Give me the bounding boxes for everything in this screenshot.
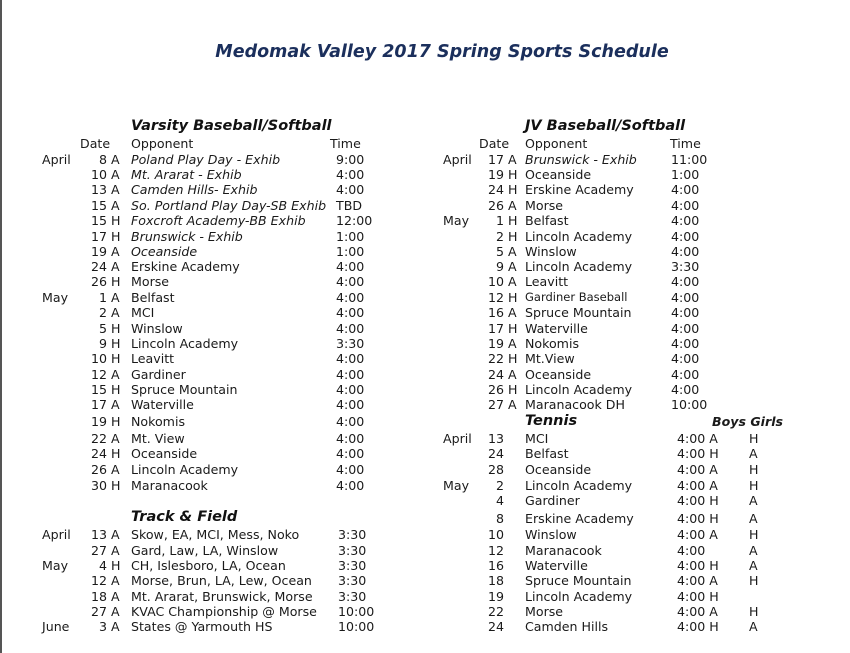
month: May	[42, 558, 69, 573]
home-away: A	[111, 259, 120, 274]
home-away: A	[508, 397, 517, 412]
time: 12:00	[336, 213, 373, 228]
jv-row	[0, 290, 850, 305]
day: 10	[90, 351, 107, 366]
home-away: A	[111, 167, 120, 182]
home-away: H	[508, 182, 518, 197]
day: 27	[90, 604, 107, 619]
opponent: Waterville	[131, 397, 194, 412]
girls-home-away: H	[749, 573, 759, 588]
girls-home-away: A	[749, 493, 758, 508]
girls-home-away: A	[749, 446, 758, 461]
time: 4:00 A	[677, 478, 718, 493]
day: 27	[487, 397, 504, 412]
jv-row	[0, 182, 850, 197]
opponent: MCI	[131, 305, 155, 320]
opponent: Nokomis	[525, 336, 580, 351]
day: 19	[487, 336, 504, 351]
jv-row	[0, 321, 850, 336]
home-away: A	[111, 367, 120, 382]
day: 1	[495, 213, 504, 228]
opponent: Erskine Academy	[131, 259, 240, 274]
month: June	[42, 619, 70, 634]
time: TBD	[336, 198, 363, 213]
day: 13	[487, 431, 504, 446]
time: 4:00	[336, 397, 365, 412]
time: 3:30	[338, 527, 367, 542]
opponent: Mt. View	[131, 431, 185, 446]
opponent: Winslow	[525, 244, 577, 259]
home-away: A	[111, 589, 120, 604]
day: 15	[90, 213, 107, 228]
page-title: Medomak Valley 2017 Spring Sports Schedule	[215, 42, 669, 62]
opponent: Waterville	[525, 558, 588, 573]
time: 3:30	[338, 543, 367, 558]
opponent: Gardiner Baseball	[525, 290, 628, 304]
opponent: Oceanside	[131, 244, 198, 259]
tennis-row	[0, 462, 850, 477]
home-away: H	[111, 321, 121, 336]
jv-row	[0, 259, 850, 274]
home-away: H	[508, 213, 518, 228]
opponent: Morse	[525, 604, 564, 619]
opponent: States @ Yarmouth HS	[131, 619, 273, 634]
opponent: Belfast	[525, 446, 569, 461]
time: 4:00	[336, 259, 365, 274]
opponent: Leavitt	[525, 274, 569, 289]
day: 9	[495, 259, 504, 274]
day: 9	[98, 336, 107, 351]
day: 26	[487, 198, 504, 213]
opponent: Morse	[131, 274, 170, 289]
opponent: Nokomis	[131, 414, 186, 429]
opponent: Lincoln Academy	[525, 229, 633, 244]
time: 4:00	[671, 290, 700, 305]
month: April	[443, 152, 472, 167]
time: 3:30	[338, 558, 367, 573]
track-section-title: Track & Field	[131, 509, 238, 525]
day: 1	[98, 290, 107, 305]
opponent: Morse	[525, 198, 564, 213]
day: 19	[90, 414, 107, 429]
varsity-date-header: Date	[80, 136, 111, 151]
home-away: A	[508, 152, 517, 167]
home-away: A	[111, 290, 120, 305]
day: 16	[487, 558, 504, 573]
home-away: A	[111, 198, 120, 213]
time: 4:00	[671, 351, 700, 366]
day: 13	[90, 527, 107, 542]
opponent: Lincoln Academy	[525, 589, 633, 604]
opponent: Camden Hills- Exhib	[131, 182, 258, 197]
time: 4:00	[336, 431, 365, 446]
time: 4:00	[677, 543, 706, 558]
day: 18	[487, 573, 504, 588]
jv-row	[0, 152, 850, 167]
home-away: A	[111, 573, 120, 588]
time: 4:00	[671, 382, 700, 397]
day: 10	[487, 274, 504, 289]
day: 18	[90, 589, 107, 604]
time: 4:00	[671, 182, 700, 197]
home-away: H	[111, 229, 121, 244]
day: 4	[495, 493, 504, 508]
jv-time-header: Time	[670, 136, 701, 151]
day: 24	[487, 619, 504, 634]
time: 4:00 A	[677, 527, 718, 542]
opponent: Foxcroft Academy-BB Exhib	[131, 213, 306, 228]
time: 4:00	[336, 290, 365, 305]
girls-home-away: H	[749, 527, 759, 542]
day: 10	[90, 167, 107, 182]
opponent: Lincoln Academy	[131, 336, 239, 351]
day: 12	[90, 573, 107, 588]
month: April	[443, 431, 472, 446]
home-away: H	[111, 558, 121, 573]
tennis-row	[0, 446, 850, 461]
time: 3:30	[338, 589, 367, 604]
day: 26	[90, 274, 107, 289]
opponent: Skow, EA, MCI, Mess, Noko	[131, 527, 300, 542]
day: 2	[495, 478, 504, 493]
varsity-time-header: Time	[330, 136, 361, 151]
time: 4:00 H	[677, 493, 719, 508]
home-away: H	[111, 382, 121, 397]
day: 19	[487, 167, 504, 182]
time: 4:00	[336, 446, 365, 461]
day: 17	[487, 152, 504, 167]
tennis-row	[0, 619, 850, 634]
time: 4:00 A	[677, 431, 718, 446]
home-away: H	[508, 351, 518, 366]
day: 2	[98, 305, 107, 320]
home-away: A	[111, 527, 120, 542]
jv-row	[0, 336, 850, 351]
tennis-row	[0, 511, 850, 526]
opponent: Belfast	[131, 290, 175, 305]
opponent: KVAC Championship @ Morse	[131, 604, 317, 619]
time: 4:00	[336, 182, 365, 197]
day: 24	[90, 259, 107, 274]
opponent: Gardiner	[131, 367, 186, 382]
home-away: H	[508, 229, 518, 244]
opponent: Mt. Ararat, Brunswick, Morse	[131, 589, 313, 604]
day: 17	[90, 397, 107, 412]
tennis-boys-girls-header: Boys Girls	[712, 414, 784, 429]
jv-row	[0, 244, 850, 259]
day: 17	[90, 229, 107, 244]
time: 4:00	[336, 305, 365, 320]
day: 16	[487, 305, 504, 320]
opponent: Erskine Academy	[525, 182, 634, 197]
time: 10:00	[671, 397, 708, 412]
time: 1:00	[671, 167, 700, 182]
opponent: CH, Islesboro, LA, Ocean	[131, 558, 286, 573]
home-away: A	[111, 604, 120, 619]
opponent: Lincoln Academy	[525, 382, 633, 397]
opponent: Gard, Law, LA, Winslow	[131, 543, 279, 558]
opponent: Maranacook DH	[525, 397, 625, 412]
opponent: Oceanside	[131, 446, 198, 461]
opponent: Winslow	[525, 527, 577, 542]
day: 19	[487, 589, 504, 604]
opponent: Maranacook	[525, 543, 602, 558]
day: 2	[495, 229, 504, 244]
time: 4:00 H	[677, 589, 719, 604]
month: April	[42, 527, 71, 542]
time: 9:00	[336, 152, 365, 167]
tennis-row	[0, 493, 850, 508]
home-away: A	[508, 336, 517, 351]
home-away: A	[111, 462, 120, 477]
opponent: Leavitt	[131, 351, 175, 366]
home-away: A	[111, 619, 120, 634]
day: 4	[98, 558, 107, 573]
tennis-row	[0, 478, 850, 493]
time: 4:00 A	[677, 604, 718, 619]
girls-home-away: A	[749, 558, 758, 573]
time: 3:30	[671, 259, 700, 274]
day: 22	[487, 351, 504, 366]
home-away: A	[111, 152, 120, 167]
girls-home-away: A	[749, 543, 758, 558]
opponent: Lincoln Academy	[525, 259, 633, 274]
opponent: Oceanside	[525, 367, 592, 382]
opponent: Lincoln Academy	[131, 462, 239, 477]
home-away: H	[111, 446, 121, 461]
jv-row	[0, 382, 850, 397]
varsity-section-title: Varsity Baseball/Softball	[131, 118, 332, 134]
jv-row	[0, 305, 850, 320]
day: 8	[495, 511, 504, 526]
time: 4:00	[336, 382, 365, 397]
home-away: H	[111, 336, 121, 351]
home-away: H	[508, 321, 518, 336]
home-away: A	[111, 305, 120, 320]
day: 28	[487, 462, 504, 477]
time: 4:00 H	[677, 619, 719, 634]
home-away: A	[508, 274, 517, 289]
day: 3	[98, 619, 107, 634]
time: 4:00	[671, 244, 700, 259]
day: 12	[90, 367, 107, 382]
jv-row	[0, 229, 850, 244]
day: 12	[487, 543, 504, 558]
time: 4:00	[671, 336, 700, 351]
day: 5	[98, 321, 107, 336]
opponent: Gardiner	[525, 493, 580, 508]
time: 4:00	[336, 274, 365, 289]
girls-home-away: H	[749, 462, 759, 477]
home-away: A	[508, 367, 517, 382]
tennis-row	[0, 527, 850, 542]
time: 4:00 H	[677, 511, 719, 526]
time: 4:00	[671, 321, 700, 336]
time: 4:00	[336, 478, 365, 493]
jv-row	[0, 351, 850, 366]
opponent: Poland Play Day - Exhib	[131, 152, 281, 167]
tennis-row	[0, 573, 850, 588]
day: 22	[487, 604, 504, 619]
time: 4:00	[671, 229, 700, 244]
tennis-row	[0, 589, 850, 604]
opponent: So. Portland Play Day-SB Exhib	[131, 198, 327, 213]
jv-row	[0, 367, 850, 382]
tennis-row	[0, 431, 850, 446]
month: April	[42, 152, 71, 167]
time: 1:00	[336, 229, 365, 244]
time: 4:00 A	[677, 462, 718, 477]
time: 4:00 H	[677, 446, 719, 461]
day: 24	[90, 446, 107, 461]
girls-home-away: A	[749, 511, 758, 526]
home-away: H	[111, 478, 121, 493]
day: 15	[90, 382, 107, 397]
home-away: A	[508, 198, 517, 213]
time: 4:00	[336, 462, 365, 477]
opponent: Spruce Mountain	[525, 305, 632, 320]
home-away: H	[508, 382, 518, 397]
time: 4:00 A	[677, 573, 718, 588]
opponent: Brunswick - Exhib	[525, 152, 637, 167]
day: 8	[98, 152, 107, 167]
time: 11:00	[671, 152, 708, 167]
time: 4:00	[336, 167, 365, 182]
home-away: A	[111, 543, 120, 558]
opponent: Erskine Academy	[525, 511, 634, 526]
girls-home-away: H	[749, 431, 759, 446]
opponent: Maranacook	[131, 478, 208, 493]
opponent: Spruce Mountain	[131, 382, 238, 397]
day: 19	[90, 244, 107, 259]
day: 22	[90, 431, 107, 446]
time: 4:00	[336, 414, 365, 429]
day: 5	[495, 244, 504, 259]
home-away: H	[508, 167, 518, 182]
month: May	[443, 478, 470, 493]
home-away: A	[111, 182, 120, 197]
jv-row	[0, 167, 850, 182]
day: 12	[487, 290, 504, 305]
home-away: H	[111, 213, 121, 228]
time: 4:00	[336, 367, 365, 382]
opponent: Camden Hills	[525, 619, 609, 634]
day: 26	[90, 462, 107, 477]
time: 4:00	[336, 321, 365, 336]
time: 4:00	[671, 213, 700, 228]
home-away: H	[111, 351, 121, 366]
jv-opponent-header: Opponent	[525, 136, 588, 151]
home-away: A	[508, 259, 517, 274]
opponent: Waterville	[525, 321, 588, 336]
jv-row	[0, 397, 850, 412]
opponent: Morse, Brun, LA, Lew, Ocean	[131, 573, 312, 588]
time: 4:00 H	[677, 558, 719, 573]
month: May	[42, 290, 69, 305]
day: 27	[90, 543, 107, 558]
jv-row	[0, 198, 850, 213]
time: 4:00	[671, 305, 700, 320]
jv-date-header: Date	[479, 136, 510, 151]
home-away: H	[111, 274, 121, 289]
opponent: Mt.View	[525, 351, 575, 366]
day: 24	[487, 446, 504, 461]
time: 4:00	[671, 274, 700, 289]
time: 4:00	[671, 198, 700, 213]
jv-section-title: JV Baseball/Softball	[525, 118, 686, 134]
home-away: A	[111, 431, 120, 446]
day: 24	[487, 367, 504, 382]
day: 13	[90, 182, 107, 197]
home-away: H	[508, 290, 518, 305]
opponent: Brunswick - Exhib	[131, 229, 243, 244]
time: 10:00	[338, 604, 375, 619]
opponent: Winslow	[131, 321, 183, 336]
opponent: Spruce Mountain	[525, 573, 632, 588]
time: 3:30	[338, 573, 367, 588]
day: 26	[487, 382, 504, 397]
tennis-row	[0, 558, 850, 573]
time: 3:30	[336, 336, 365, 351]
opponent: Oceanside	[525, 462, 592, 477]
day: 30	[90, 478, 107, 493]
home-away: A	[508, 244, 517, 259]
day: 24	[487, 182, 504, 197]
home-away: A	[111, 244, 120, 259]
tennis-row	[0, 604, 850, 619]
girls-home-away: H	[749, 478, 759, 493]
time: 4:00	[671, 367, 700, 382]
jv-row	[0, 274, 850, 289]
opponent: Lincoln Academy	[525, 478, 633, 493]
time: 1:00	[336, 244, 365, 259]
varsity-opponent-header: Opponent	[131, 136, 194, 151]
opponent: MCI	[525, 431, 549, 446]
tennis-row	[0, 543, 850, 558]
opponent: Mt. Ararat - Exhib	[131, 167, 242, 182]
day: 10	[487, 527, 504, 542]
month: May	[443, 213, 470, 228]
time: 4:00	[336, 351, 365, 366]
day: 17	[487, 321, 504, 336]
opponent: Belfast	[525, 213, 569, 228]
time: 10:00	[338, 619, 375, 634]
day: 15	[90, 198, 107, 213]
jv-row	[0, 213, 850, 228]
home-away: A	[508, 305, 517, 320]
home-away: H	[111, 414, 121, 429]
girls-home-away: H	[749, 604, 759, 619]
tennis-section-title: Tennis	[525, 413, 578, 429]
home-away: A	[111, 397, 120, 412]
girls-home-away: A	[749, 619, 758, 634]
opponent: Oceanside	[525, 167, 592, 182]
